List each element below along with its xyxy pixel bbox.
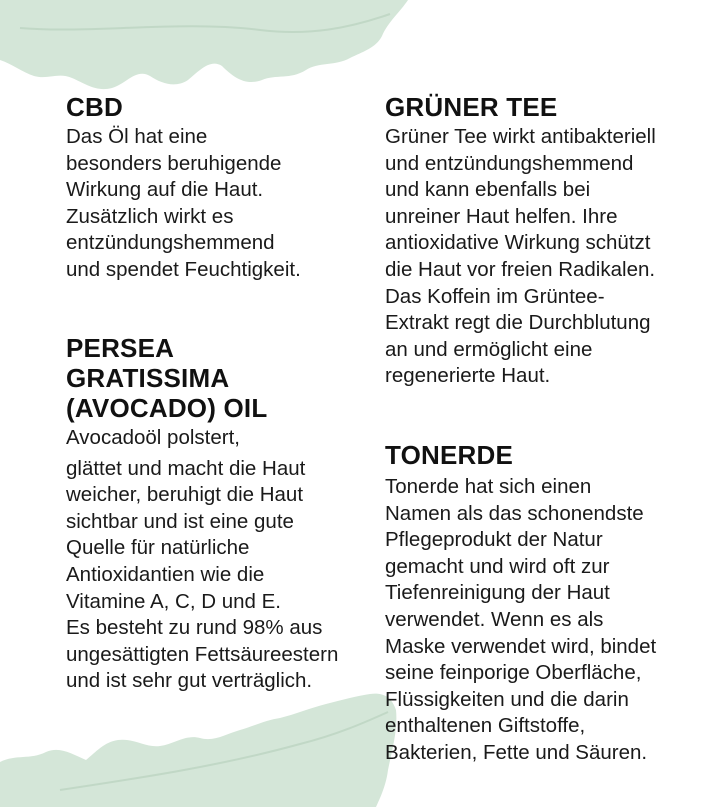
tonerde-text: [385, 474, 705, 767]
tonerde-line: Tiefenreinigung der Haut: [385, 581, 610, 605]
tonerde-line: Pflegeprodukt der Natur: [385, 528, 603, 552]
tonerde-line: Namen als das schonendste: [385, 501, 644, 525]
tonerde-line: verwendet. Wenn es als: [385, 607, 604, 631]
persea-heading: [66, 333, 386, 423]
section-persea-gratissima: [66, 333, 386, 695]
cbd-line: und spendet Feuchtigkeit.: [66, 257, 301, 281]
tonerde-line: Maske verwendet wird, bindet: [385, 634, 657, 658]
gruener-tee-line: Das Koffein im Grüntee-: [385, 284, 605, 308]
cbd-line: Das Öl hat eine: [66, 125, 208, 148]
cbd-line: Zusätzlich wirkt es: [66, 204, 234, 228]
clay-smear-top-shape: [0, 0, 408, 89]
clay-smear-bottom: [0, 690, 400, 807]
gruener-tee-heading: GRÜNER TEE: [385, 92, 558, 122]
gruener-tee-line: antioxidative Wirkung schützt: [385, 231, 651, 255]
section-cbd: [66, 92, 386, 284]
persea-line: Quelle für natürliche: [66, 536, 250, 560]
gruener-tee-line: und kann ebenfalls bei: [385, 178, 591, 202]
persea-line: Es besteht zu rund 98% aus: [66, 616, 323, 640]
tonerde-line: gemacht und wird oft zur: [385, 554, 610, 578]
tonerde-line: Flüssigkeiten und die darin: [385, 687, 629, 711]
gruener-tee-line: unreiner Haut helfen. Ihre: [385, 204, 618, 228]
gruener-tee-line: regenerierte Haut.: [385, 364, 551, 388]
tonerde-line: enthaltenen Giftstoffe,: [385, 714, 586, 738]
persea-text: [66, 425, 386, 695]
persea-line: Antioxidantien wie die: [66, 562, 265, 586]
cbd-heading: CBD: [66, 92, 123, 122]
gruener-tee-line: die Haut vor freien Radikalen.: [385, 257, 656, 281]
cbd-text: [66, 124, 386, 284]
section-gruener-tee: [385, 92, 705, 390]
persea-line: ungesättigten Fettsäureestern: [66, 642, 339, 666]
persea-heading-line: (AVOCADO) OIL: [66, 393, 268, 423]
persea-line: sichtbar und ist eine gute: [66, 509, 294, 533]
persea-line: Avocadoöl polstert,: [66, 426, 240, 449]
section-tonerde: [385, 440, 705, 767]
gruener-tee-line: an und ermöglicht eine: [385, 337, 593, 361]
persea-line: weicher, beruhigt die Haut: [66, 483, 304, 507]
clay-smear-bottom-shape: [0, 694, 396, 807]
cbd-line: Wirkung auf die Haut.: [66, 178, 264, 202]
gruener-tee-line: Grüner Tee wirkt antibakteriell: [385, 125, 656, 148]
persea-line: glättet und macht die Haut: [66, 456, 306, 480]
tonerde-line: seine feinporige Oberfläche,: [385, 661, 642, 685]
gruener-tee-text: [385, 124, 705, 390]
gruener-tee-line: Extrakt regt die Durchblutung: [385, 311, 651, 335]
cbd-line: entzündungshemmend: [66, 231, 275, 255]
tonerde-line: Tonerde hat sich einen: [385, 475, 592, 498]
tonerde-heading: TONERDE: [385, 440, 514, 470]
persea-line: Vitamine A, C, D und E.: [66, 589, 281, 613]
persea-line: und ist sehr gut verträglich.: [66, 669, 313, 693]
tonerde-line: Bakterien, Fette und Säuren.: [385, 740, 648, 764]
cbd-line: besonders beruhigende: [66, 151, 282, 175]
gruener-tee-line: und entzündungshemmend: [385, 151, 634, 175]
persea-heading-line: PERSEA: [66, 333, 175, 363]
persea-heading-line: GRATISSIMA: [66, 363, 230, 393]
